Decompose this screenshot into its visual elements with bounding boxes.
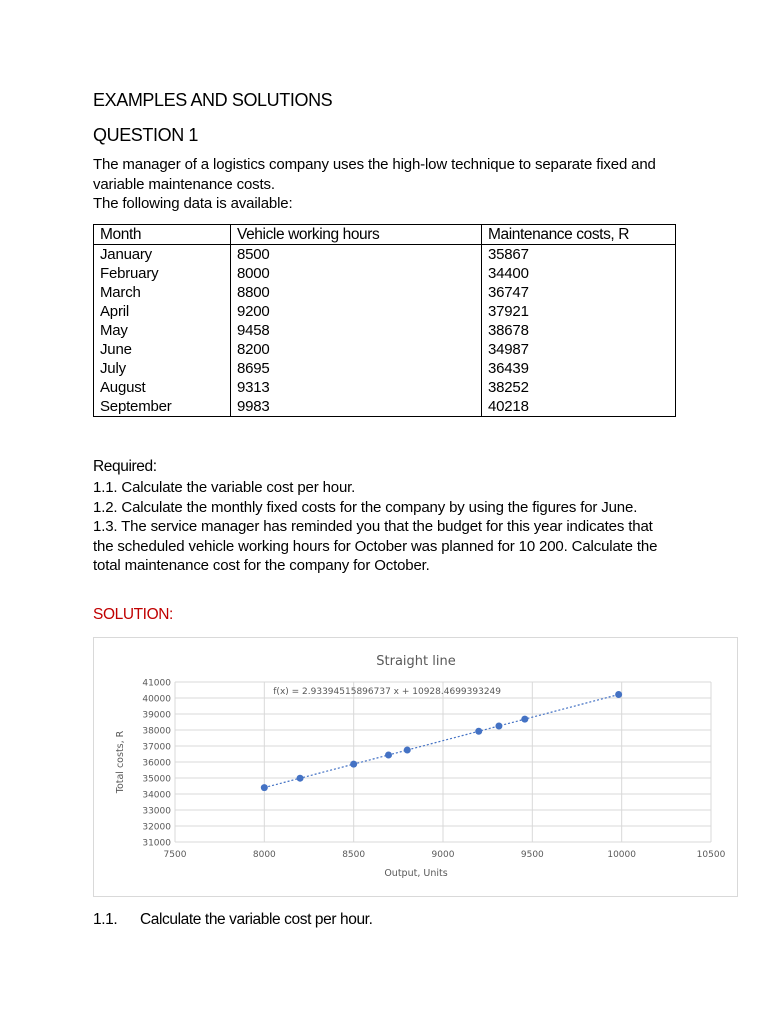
- cell-month: April: [94, 302, 231, 321]
- data-point: [350, 761, 357, 768]
- cell-costs: 37921: [482, 302, 676, 321]
- cell-month: January: [94, 245, 231, 265]
- data-point: [475, 728, 482, 735]
- question-title: QUESTION 1: [93, 125, 199, 145]
- cell-month: August: [94, 378, 231, 397]
- x-axis-label: Output, Units: [384, 868, 448, 879]
- cell-month: March: [94, 283, 231, 302]
- y-axis-label: Total costs, R: [115, 730, 126, 794]
- data-point: [495, 722, 502, 729]
- y-tick-label: 40000: [142, 694, 171, 705]
- section-1-1-heading: [93, 911, 372, 929]
- y-tick-label: 31000: [142, 838, 171, 849]
- intro-line: The following data is available:: [93, 195, 293, 212]
- y-tick-label: 36000: [142, 758, 171, 769]
- trendline: [264, 695, 618, 788]
- table-row: [94, 245, 676, 265]
- cell-hours: 9983: [231, 397, 482, 417]
- required-item: the scheduled vehicle working hours for October was planned for 10 200. Calculate the: [93, 537, 658, 555]
- cell-month: July: [94, 359, 231, 378]
- table-row: [94, 302, 676, 321]
- y-tick-label: 38000: [142, 726, 171, 737]
- required-label: Required:: [93, 458, 157, 475]
- cell-month: February: [94, 264, 231, 283]
- cell-hours: 8695: [231, 359, 482, 378]
- cell-month: May: [94, 321, 231, 340]
- table-row: [94, 321, 676, 340]
- required-item: 1.3. The service manager has reminded you that the budget for this year indicates that: [93, 518, 653, 535]
- y-tick-label: 34000: [142, 790, 171, 801]
- x-tick-label: 10000: [607, 850, 636, 860]
- table-row: [94, 397, 676, 417]
- x-tick-label: 9500: [520, 850, 544, 860]
- table-row: [94, 340, 676, 359]
- y-tick-label: 41000: [142, 678, 171, 689]
- cell-hours: 9313: [231, 378, 482, 397]
- x-tick-label: 10500: [696, 850, 726, 860]
- section-text: Calculate the variable cost per hour.: [140, 911, 373, 928]
- cell-costs: 40218: [482, 397, 676, 417]
- trendline-equation: f(x) = 2.93394515896737 x + 10928.4699393249: [273, 687, 502, 697]
- y-tick-label: 35000: [142, 774, 171, 785]
- cell-month: June: [94, 340, 231, 359]
- cell-costs: 38678: [482, 321, 676, 340]
- table-row: [94, 378, 676, 397]
- data-point: [385, 751, 392, 758]
- maintenance-data-table: [93, 224, 676, 417]
- column-header-costs: Maintenance costs, R: [482, 225, 676, 245]
- cell-costs: 38252: [482, 378, 676, 397]
- cell-hours: 8000: [231, 264, 482, 283]
- y-tick-label: 37000: [142, 742, 171, 753]
- data-point: [521, 716, 528, 723]
- x-tick-label: 8500: [342, 850, 366, 860]
- required-item: 1.1. Calculate the variable cost per hour.: [93, 479, 356, 496]
- chart-title: Straight line: [376, 654, 456, 669]
- required-item: total maintenance cost for the company for October.: [93, 557, 430, 574]
- data-point: [615, 691, 622, 698]
- cell-costs: 35867: [482, 245, 676, 265]
- cell-hours: 9200: [231, 302, 482, 321]
- cell-hours: 8800: [231, 283, 482, 302]
- required-list: [93, 478, 683, 576]
- y-tick-label: 39000: [142, 710, 171, 721]
- intro-line: variable maintenance costs.: [93, 175, 275, 193]
- table-row: [94, 283, 676, 302]
- cell-month: September: [94, 397, 231, 417]
- x-tick-label: 9000: [431, 850, 455, 860]
- cell-costs: 34400: [482, 264, 676, 283]
- data-point: [404, 747, 411, 754]
- table-header-row: [94, 225, 676, 245]
- document-title: EXAMPLES AND SOLUTIONS: [93, 90, 333, 110]
- table-row: [94, 359, 676, 378]
- intro-paragraph: [93, 155, 683, 214]
- solution-label: SOLUTION:: [93, 606, 173, 623]
- data-point: [261, 784, 268, 791]
- cell-hours: 8200: [231, 340, 482, 359]
- x-tick-label: 8000: [252, 850, 276, 860]
- column-header-month: Month: [94, 225, 231, 245]
- table-row: [94, 264, 676, 283]
- section-number: 1.1.: [93, 911, 118, 928]
- chart-svg: [94, 638, 737, 896]
- cell-costs: 34987: [482, 340, 676, 359]
- cell-hours: 8500: [231, 245, 482, 265]
- cell-hours: 9458: [231, 321, 482, 340]
- y-tick-label: 33000: [142, 806, 171, 817]
- intro-line: The manager of a logistics company uses the high-low technique to separate fixed and: [93, 156, 656, 173]
- y-tick-label: 32000: [142, 822, 171, 833]
- column-header-hours: Vehicle working hours: [231, 225, 482, 245]
- cell-costs: 36439: [482, 359, 676, 378]
- data-point: [297, 775, 304, 782]
- cell-costs: 36747: [482, 283, 676, 302]
- straight-line-chart: [93, 637, 738, 897]
- x-tick-label: 7500: [163, 850, 187, 860]
- required-item: 1.2. Calculate the monthly fixed costs for the company by using the figures for June.: [93, 498, 638, 516]
